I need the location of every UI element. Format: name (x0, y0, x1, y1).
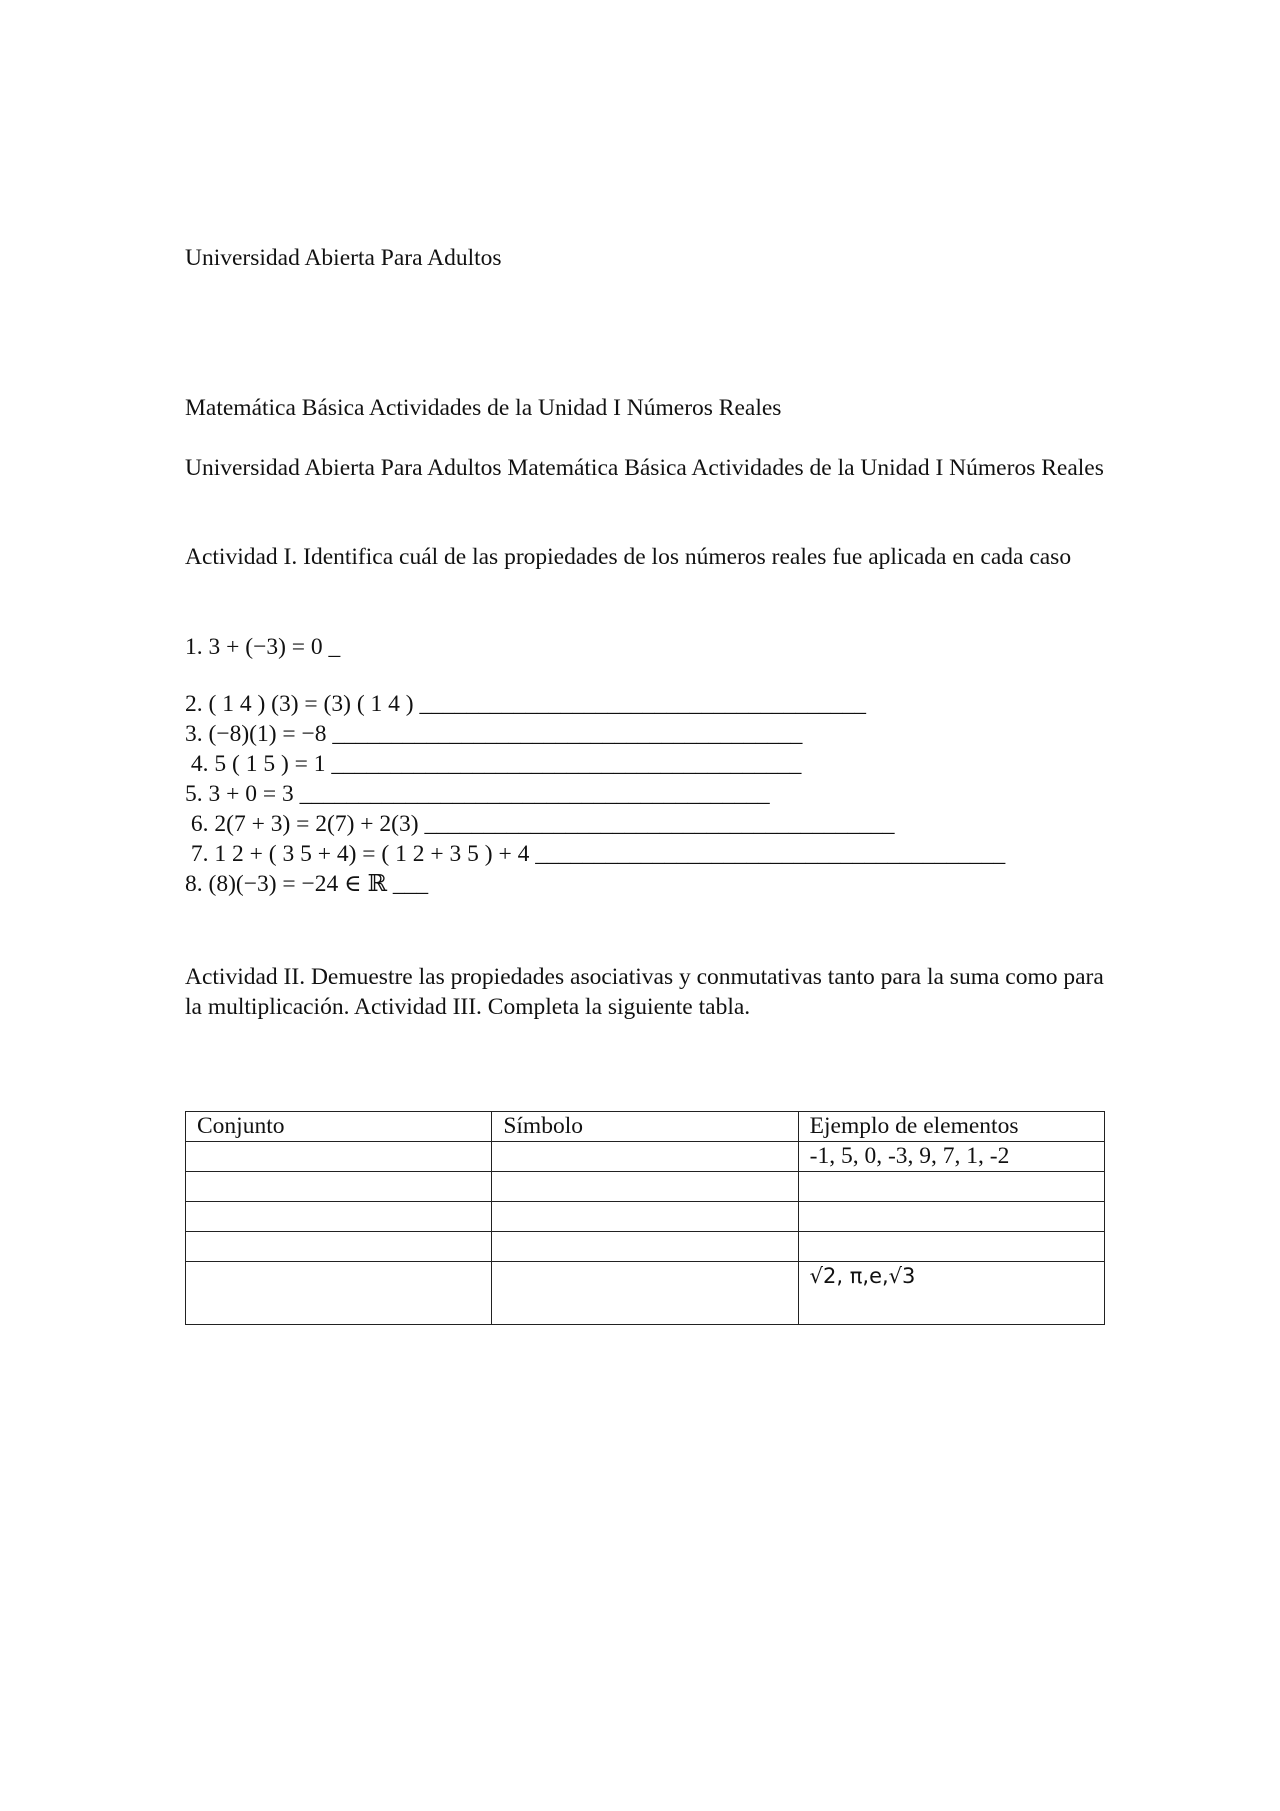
table-cell: √2, π,e,√3 (798, 1262, 1104, 1325)
table-cell (186, 1172, 492, 1202)
table-cell (186, 1232, 492, 1262)
table-row (186, 1202, 1105, 1232)
exercise-item: 3. (−8)(1) = −8 ________________________________________ (185, 721, 803, 747)
activity-1-instruction: Actividad I. Identifica cuál de las propiedades de los números reales fue aplicada en cada caso (185, 544, 1072, 570)
table-cell (186, 1202, 492, 1232)
course-title: Matemática Básica Actividades de la Unidad I Números Reales (185, 395, 782, 421)
header-ejemplo: Ejemplo de elementos (798, 1112, 1104, 1142)
exercise-list (185, 632, 1005, 899)
table-cell (492, 1172, 798, 1202)
table-row (186, 1232, 1105, 1262)
combined-title: Universidad Abierta Para Adultos Matemática Básica Actividades de la Unidad I Números Reales (185, 455, 1104, 481)
sets-table-container (185, 1111, 1105, 1325)
exercise-item: 6. 2(7 + 3) = 2(7) + 2(3) ________________________________________ (185, 811, 895, 837)
table-cell (492, 1262, 798, 1325)
table-row (186, 1142, 1105, 1172)
table-cell (492, 1202, 798, 1232)
table-cell (186, 1262, 492, 1325)
exercise-item: 4. 5 ( 1 5 ) = 1 ________________________________________ (185, 751, 802, 777)
exercise-item: 2. ( 1 4 ) (3) = (3) ( 1 4 ) ______________________________________ (185, 691, 866, 717)
table-header-row (186, 1112, 1105, 1142)
table-cell (492, 1142, 798, 1172)
exercise-item: 5. 3 + 0 = 3 ________________________________________ (185, 781, 770, 807)
table-cell (798, 1172, 1104, 1202)
table-cell (186, 1142, 492, 1172)
exercise-item: 1. 3 + (−3) = 0 _ (185, 634, 341, 660)
university-title: Universidad Abierta Para Adultos (185, 245, 502, 271)
table-cell: -1, 5, 0, -3, 9, 7, 1, -2 (798, 1142, 1104, 1172)
table-cell (798, 1202, 1104, 1232)
table-cell (492, 1232, 798, 1262)
table-row (186, 1262, 1105, 1325)
header-simbolo: Símbolo (492, 1112, 798, 1142)
sets-table (185, 1111, 1105, 1325)
header-conjunto: Conjunto (186, 1112, 492, 1142)
activity-2-instruction: Actividad II. Demuestre las propiedades asociativas y conmutativas tanto para la suma como para la multiplicación. Actividad III. Completa la siguiente tabla. (185, 964, 1104, 1020)
table-cell (798, 1232, 1104, 1262)
table-row (186, 1172, 1105, 1202)
exercise-item: 8. (8)(−3) = −24 ∈ ℝ ___ (185, 871, 429, 897)
exercise-item: 7. 1 2 + ( 3 5 + 4) = ( 1 2 + 3 5 ) + 4 ________________________________________ (185, 841, 1006, 867)
